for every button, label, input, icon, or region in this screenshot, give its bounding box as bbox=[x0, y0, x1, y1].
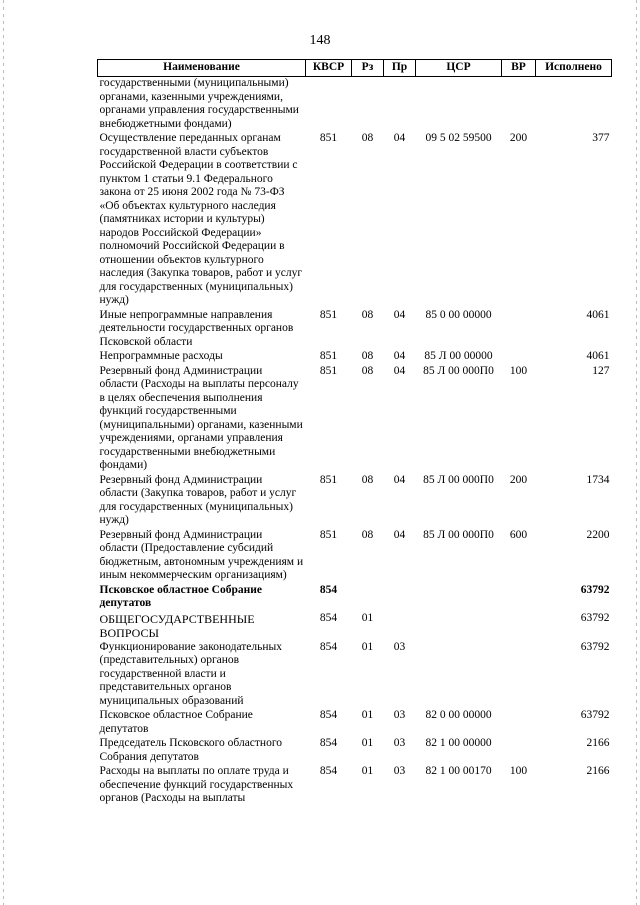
cell-csr: 82 1 00 00000 bbox=[425, 737, 492, 749]
cell-executed: 4061 bbox=[586, 350, 610, 362]
table-row bbox=[98, 737, 612, 765]
table-row bbox=[98, 474, 612, 529]
cell-vr bbox=[502, 77, 536, 133]
cell-vr bbox=[502, 309, 536, 351]
cell-rz bbox=[352, 77, 384, 133]
column-header-name: Наименование bbox=[98, 60, 306, 77]
cell-kvsr: 851 bbox=[319, 350, 338, 362]
cell-vr bbox=[502, 350, 536, 365]
column-header-rz: Рз bbox=[352, 60, 384, 77]
cell-csr: 85 Л 00 00000 bbox=[424, 350, 493, 362]
cell-vr: 100 bbox=[509, 364, 528, 377]
cell-kvsr: 851 bbox=[319, 132, 338, 144]
cell-csr bbox=[416, 77, 502, 133]
cell-rz: 08 bbox=[361, 308, 374, 321]
cell-executed: 2166 bbox=[586, 737, 610, 749]
cell-rz: 08 bbox=[361, 350, 374, 362]
table-row bbox=[98, 584, 612, 612]
cell-vr bbox=[502, 737, 536, 765]
cell-name: Иные непрограммные направления деятельности государственных органов Псковской области bbox=[99, 308, 294, 348]
cell-rz: 08 bbox=[361, 528, 374, 541]
cell-executed: 4061 bbox=[586, 308, 610, 321]
cell-kvsr: 851 bbox=[319, 473, 338, 486]
cell-csr: 82 1 00 00170 bbox=[425, 765, 492, 777]
table-row bbox=[98, 612, 612, 641]
cell-kvsr: 854 bbox=[319, 640, 338, 653]
cell-pr: 04 bbox=[393, 132, 406, 144]
cell-name: Резервный фонд Администрации области (Расходы на выплаты персоналу в целях обеспечения выполнения функций государственными (муниципальными) органами, казенными учреждениями, органами управления государственными внебюджетными фондами) bbox=[99, 364, 303, 471]
page-number: 148 bbox=[309, 33, 331, 48]
cell-rz: 01 bbox=[361, 737, 374, 749]
cell-rz: 08 bbox=[361, 473, 374, 486]
cell-name: Осуществление переданных органам государственной власти субъектов Российской Федерации в соответствии с пунктом 1 статьи 9.1 Федерального закона от 25 июня 2002 года № 73-ФЗ «Об объектах культурного наследия (памятниках истории и культуры) народов Российской Федерации» полномочий Российской Федерации в отношении объектов культурного наследия (Закупка товаров, работ и услуг для государственных (муниципальных) нужд) bbox=[99, 132, 303, 306]
table-row bbox=[98, 709, 612, 737]
scan-edge-right bbox=[636, 0, 637, 905]
cell-csr: 85 Л 00 000П0 bbox=[423, 364, 494, 377]
cell-rz: 01 bbox=[361, 640, 374, 653]
cell-rz: 01 bbox=[361, 611, 374, 624]
cell-name: Псковское областное Собрание депутатов bbox=[99, 583, 262, 609]
cell-rz: 08 bbox=[361, 364, 374, 377]
cell-kvsr: 851 bbox=[319, 308, 338, 321]
cell-kvsr: 854 bbox=[319, 709, 338, 721]
cell-csr: 82 0 00 00000 bbox=[425, 709, 492, 721]
cell-pr: 03 bbox=[393, 737, 406, 749]
cell-kvsr: 851 bbox=[319, 364, 338, 377]
cell-rz: 01 bbox=[361, 709, 374, 721]
cell-kvsr: 854 bbox=[319, 583, 338, 596]
table-header bbox=[98, 60, 612, 77]
column-header-executed: Исполнено bbox=[536, 60, 612, 77]
cell-csr bbox=[416, 612, 502, 641]
table-row bbox=[98, 77, 612, 133]
cell-kvsr: 854 bbox=[319, 611, 338, 624]
cell-csr: 85 Л 00 000П0 bbox=[423, 528, 494, 541]
cell-pr: 04 bbox=[393, 364, 406, 377]
cell-pr bbox=[384, 584, 416, 612]
cell-vr bbox=[502, 641, 536, 710]
cell-executed: 1734 bbox=[586, 473, 610, 486]
cell-name: ОБЩЕГОСУДАРСТВЕННЫЕ ВОПРОСЫ bbox=[99, 611, 255, 640]
cell-executed: 377 bbox=[592, 132, 610, 144]
table-body bbox=[98, 77, 612, 807]
cell-name: Резервный фонд Администрации области (Предоставление субсидий бюджетным, автономным учреждениям и иным некоммерческим организациям) bbox=[99, 528, 304, 581]
cell-vr bbox=[502, 709, 536, 737]
table-row bbox=[98, 350, 612, 365]
table-row bbox=[98, 765, 612, 807]
column-header-pr: Пр bbox=[384, 60, 416, 77]
cell-csr: 85 Л 00 000П0 bbox=[423, 473, 494, 486]
cell-name: Председатель Псковского областного Собрания депутатов bbox=[99, 737, 283, 763]
cell-pr: 03 bbox=[393, 640, 406, 653]
cell-csr: 09 5 02 59500 bbox=[425, 132, 492, 144]
cell-executed: 63792 bbox=[580, 611, 610, 624]
cell-vr bbox=[502, 584, 536, 612]
table-row bbox=[98, 529, 612, 584]
cell-name: Резервный фонд Администрации области (Закупка товаров, работ и услуг для государственных (муниципальных) нужд) bbox=[99, 473, 297, 526]
cell-name: Расходы на выплаты по оплате труда и обеспечение функций государственных органов (Расходы на выплаты bbox=[99, 765, 294, 804]
cell-kvsr bbox=[306, 77, 352, 133]
cell-vr: 100 bbox=[509, 765, 528, 777]
cell-csr: 85 0 00 00000 bbox=[425, 308, 492, 321]
table-row bbox=[98, 365, 612, 474]
cell-vr: 600 bbox=[509, 528, 528, 541]
cell-kvsr: 851 bbox=[319, 528, 338, 541]
cell-rz: 01 bbox=[361, 765, 374, 777]
table-row bbox=[98, 309, 612, 351]
cell-pr: 04 bbox=[393, 308, 406, 321]
cell-name: государственными (муниципальными) органами, казенными учреждениями, органами управления государственными внебюджетными фондами) bbox=[99, 77, 299, 130]
cell-rz bbox=[352, 584, 384, 612]
cell-name: Непрограммные расходы bbox=[99, 350, 223, 362]
table-row bbox=[98, 641, 612, 710]
cell-csr bbox=[416, 641, 502, 710]
column-header-vr: ВР bbox=[502, 60, 536, 77]
cell-kvsr: 854 bbox=[319, 765, 338, 777]
cell-pr bbox=[384, 77, 416, 133]
cell-executed: 63792 bbox=[580, 640, 610, 653]
cell-pr bbox=[384, 612, 416, 641]
cell-csr bbox=[416, 584, 502, 612]
cell-rz: 08 bbox=[361, 132, 374, 144]
cell-kvsr: 854 bbox=[319, 737, 338, 749]
column-header-csr: ЦСР bbox=[416, 60, 502, 77]
cell-executed: 127 bbox=[592, 364, 610, 377]
cell-executed: 2166 bbox=[586, 765, 610, 777]
cell-pr: 04 bbox=[393, 528, 406, 541]
cell-name: Псковское областное Собрание депутатов bbox=[99, 709, 253, 735]
cell-pr: 04 bbox=[393, 350, 406, 362]
cell-pr: 03 bbox=[393, 765, 406, 777]
cell-executed bbox=[536, 77, 612, 133]
cell-vr: 200 bbox=[509, 473, 528, 486]
column-header-kvsr: КВСР bbox=[306, 60, 352, 77]
cell-name: Функционирование законодательных (представительных) органов государственной власти и представительных органов муниципальных образований bbox=[99, 640, 282, 707]
budget-table bbox=[97, 59, 612, 807]
cell-executed: 63792 bbox=[580, 583, 610, 596]
cell-vr bbox=[502, 612, 536, 641]
cell-pr: 03 bbox=[393, 709, 406, 721]
cell-pr: 04 bbox=[393, 473, 406, 486]
scan-edge-left bbox=[3, 0, 4, 905]
cell-executed: 2200 bbox=[586, 528, 610, 541]
table-row bbox=[98, 132, 612, 309]
cell-vr: 200 bbox=[509, 132, 528, 144]
cell-executed: 63792 bbox=[580, 709, 610, 721]
